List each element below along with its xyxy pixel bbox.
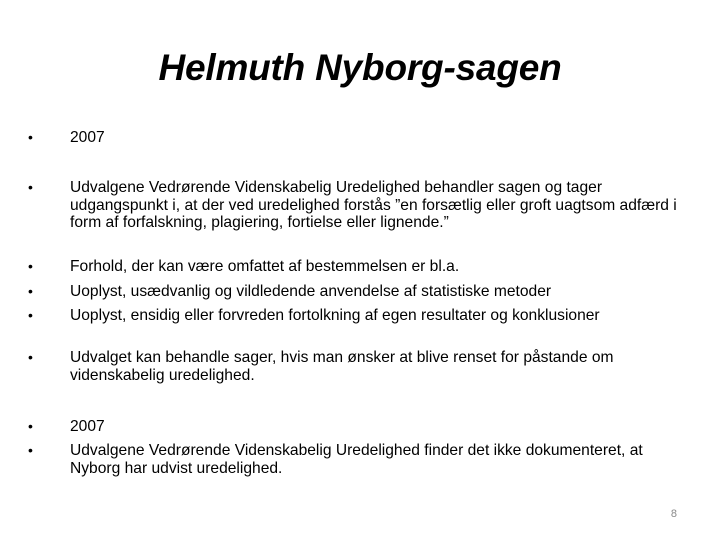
bullet-item <box>28 349 688 384</box>
bullet-item <box>28 258 688 276</box>
bullet-item <box>28 418 688 436</box>
bullet-icon: • <box>28 179 33 195</box>
bullet-icon: • <box>28 283 33 299</box>
bullet-icon: • <box>28 442 33 458</box>
bullet-item <box>28 129 688 147</box>
bullet-text: 2007 <box>70 418 105 435</box>
bullet-text: Uoplyst, ensidig eller forvreden fortolkning af egen resultater og konklusioner <box>70 307 600 324</box>
slide-title: Helmuth Nyborg-sagen <box>158 47 562 88</box>
bullet-item <box>28 283 688 301</box>
bullet-icon: • <box>28 349 33 365</box>
bullet-text: Udvalgene Vedrørende Videnskabelig Uredelighed behandler sagen og tager udgangspunkt i, at der ved uredelighed forstås ”en forsætlig eller groft uagtsom adfærd i form af forfalskning, plagiering, fortielse eller lignende.” <box>70 179 677 231</box>
bullet-item <box>28 307 688 325</box>
bullet-text: Uoplyst, usædvanlig og vildledende anvendelse af statistiske metoder <box>70 283 552 300</box>
bullet-icon: • <box>28 258 33 274</box>
bullet-icon: • <box>28 418 33 434</box>
bullet-text: 2007 <box>70 129 105 146</box>
bullet-item <box>28 179 688 232</box>
bullet-icon: • <box>28 129 33 145</box>
bullet-text: Udvalgene Vedrørende Videnskabelig Uredelighed finder det ikke dokumenteret, at Nyborg har udvist uredelighed. <box>70 442 643 477</box>
bullet-icon: • <box>28 307 33 323</box>
bullet-item <box>28 442 688 477</box>
page-number: 8 <box>670 508 677 520</box>
bullet-text: Forhold, der kan være omfattet af bestemmelsen er bl.a. <box>70 258 460 275</box>
bullet-text: Udvalget kan behandle sager, hvis man ønsker at blive renset for påstande om videnskabelig uredelighed. <box>70 349 614 384</box>
